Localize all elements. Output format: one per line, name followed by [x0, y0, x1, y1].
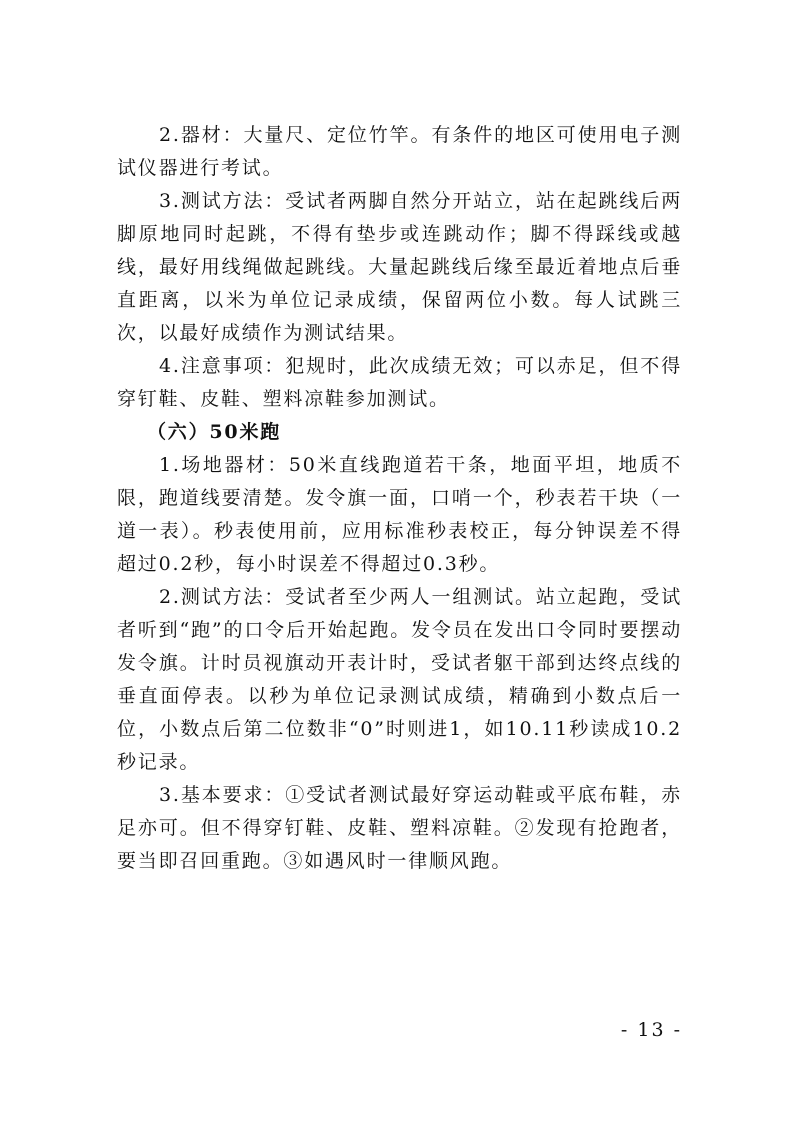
- page-number: - 13 -: [620, 1019, 682, 1041]
- paragraph-test-method: 3.测试方法：受试者两脚自然分开站立，站在起跳线后两脚原地同时起跳，不得有垫步或连跳动作；脚不得踩线或越线，最好用线绳做起跳线。大量起跳线后缘至最近着地点后垂直距离，以米为单位记录成绩，保留两位小数。每人试跳三次，以最好成绩作为测试结果。: [117, 190, 682, 344]
- paragraph-equipment: 2.器材：大量尺、定位竹竿。有条件的地区可使用电子测试仪器进行考试。: [117, 124, 682, 179]
- paragraph-venue-equipment: 1.场地器材：50米直线跑道若干条，地面平坦，地质不限，跑道线要清楚。发令旗一面，口哨一个，秒表若干块（一道一表）。秒表使用前，应用标准秒表校正，每分钟误差不得超过0.2秒，每小时误差不得超过0.3秒。: [117, 454, 682, 575]
- paragraph-notes: 4.注意事项：犯规时，此次成绩无效；可以赤足，但不得穿钉鞋、皮鞋、塑料凉鞋参加测试。: [117, 355, 682, 410]
- section-heading: （六）50米跑: [147, 421, 282, 443]
- paragraph-50m-test-method: 2.测试方法：受试者至少两人一组测试。站立起跑，受试者听到“跑”的口令后开始起跑。发令员在发出口令同时要摆动发令旗。计时员视旗动开表计时，受试者躯干部到达终点线的垂直面停表。以秒为单位记录测试成绩，精确到小数点后一位，小数点后第二位数非“0”时则进1，如10.11秒读成10.2秒记录。: [117, 586, 682, 773]
- document-body: [117, 119, 682, 878]
- paragraph-basic-requirements: 3.基本要求：①受试者测试最好穿运动鞋或平底布鞋，赤足亦可。但不得穿钉鞋、皮鞋、塑料凉鞋。②发现有抢跑者，要当即召回重跑。③如遇风时一律顺风跑。: [117, 784, 682, 872]
